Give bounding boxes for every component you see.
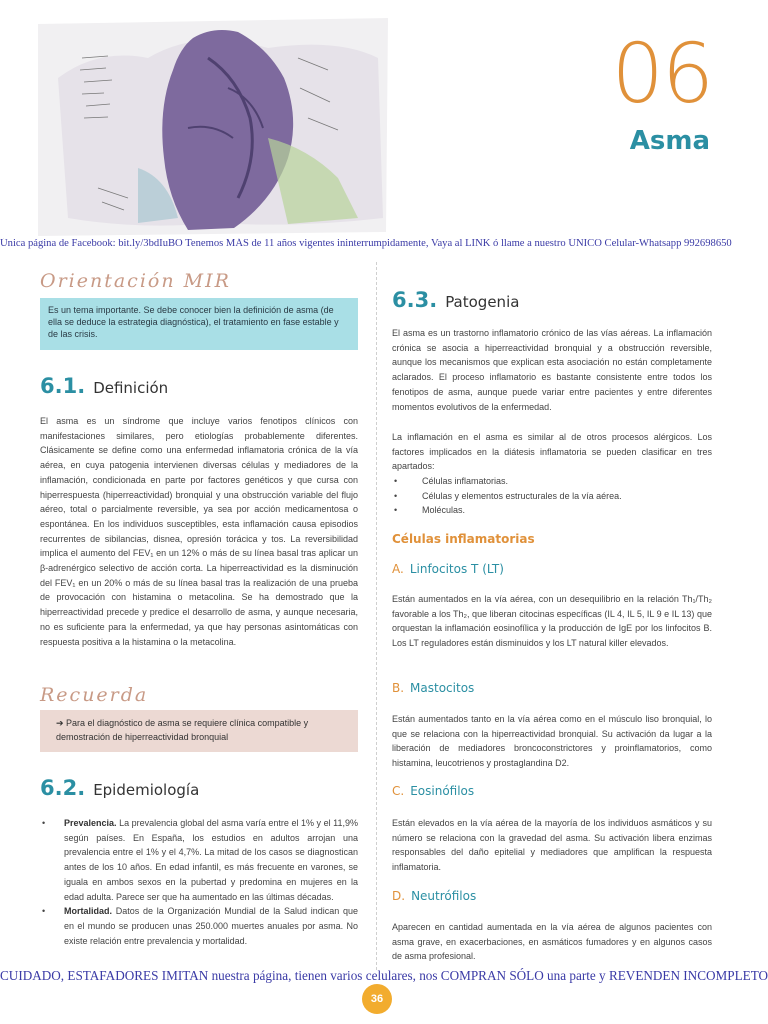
subsection-heading-neutrofilos (392, 889, 476, 903)
list-item (40, 904, 358, 948)
orientacion-text: Es un tema importante. Se debe conocer bien la definición de asma (de ella se deduce la estrategia diagnóstica), el tratamiento en fase estable y de las crisis. (48, 305, 339, 339)
subsection-heading-mastocitos (392, 681, 474, 695)
recuerda-text: ➔ Para el diagnóstico de asma se requiere clínica compatible y demostración de hiperreactividad bronquial (56, 718, 309, 742)
patogenia-intro: El asma es un trastorno inflamatorio crónico de las vías aéreas. La inflamación crónica se asocia a hiperreactividad bronquial y a obstrucción reversible, aunque los mecanismos que explican esta asociación no están completamente aclarados. El proceso inflamatorio es bastante consistente entre todos los fenotipos de asma, aunque puede variar entre pacientes y entre diferentes momentos evolutivos de la enfermedad. (392, 328, 712, 412)
column-divider (376, 262, 377, 970)
list-item (392, 474, 712, 489)
bullet-dot: • (394, 476, 398, 486)
recuerda-box (40, 710, 358, 752)
bullet-dot: • (42, 906, 46, 917)
section-number: 6.1. (40, 374, 86, 398)
item-text: Datos de la Organización Mundial de la Salud indican que en el mundo se producen unas 250.000 muertes anuales por asma. No existe relación entre prevalencia y mortalidad. (64, 906, 358, 946)
subsection-title: Neutrófilos (411, 889, 477, 903)
page-number-badge: 36 (362, 984, 392, 1014)
chapter-number: 06 (611, 27, 712, 122)
item-label: Mortalidad. (64, 906, 113, 917)
subsection-title: Linfocitos T (LT) (409, 562, 504, 576)
item-text: Células inflamatorias. (422, 476, 509, 486)
linfocitos-text: Están aumentados en la vía aérea, con un desequilibrio en la relación Th₁/Th₂ favorable a los Th₂, que liberan citocinas específicas (IL 4, IL 5, IL 9 e IL 13) que orquestan la inflamación eosinofílica y la producción de IgE por los linfocitos B. Los LT reguladores están disminuidos y los LT natural killer elevados. (392, 594, 712, 649)
section-title: Definición (93, 379, 169, 397)
section-number: 6.2. (40, 776, 86, 800)
definicion-text: El asma es un síndrome que incluye varios fenotipos clínicos con manifestaciones similares, pero etiologías probablemente diferentes. Clásicamente se define como una enfermedad inflamatoria crónica de la vía aérea, en cuya patogenia intervienen diversas células y mediadores de la inflamación, condicionada en parte por factores genéticos y que cursa con hiperrespuesta (hiperreactividad) bronquial y una obstrucción variable del flujo aéreo, total o parcialmente reversible, ya sea por acción medicamentosa o espontánea. En los individuos susceptibles, esta inflamación causa episodios recurrentes de sibilancias, disnea, opresión torácica y tos. La reversibilidad implica el aumento del FEV₁ en un 12% o más de su línea basal tras aplicar un β-adrenérgico selectivo de acción corta. La hiperreactividad es la disminución del FEV₁ en un 20% o más de su línea basal tras la realización de una prueba de provocación con histamina o metacolina. Se ha demostrado que la hiperreactividad precede y predice el desarrollo de asma, y aunque necesaria, no es suficiente para la enfermedad, ya que hay personas asintomáticas con respuesta positiva a la histamina o la metacolina. (40, 416, 358, 647)
list-item (392, 489, 712, 504)
facebook-notice: Única página de Facebook: bit.ly/3bdIuBO Tenemos MÁS de 11 años vigentes ininterrumpidamente, Vaya al LINK ó llame a nuestro ÚNICO Celular-Whatsapp 992698650 (0, 238, 732, 249)
subsection-letter: C. (392, 784, 405, 798)
subsection-title: Eosinófilos (410, 784, 475, 798)
list-item (392, 503, 712, 518)
patogenia-bullets (392, 474, 712, 518)
subsection-letter: A. (392, 562, 404, 576)
lung-illustration (38, 18, 388, 236)
celulas-heading: Células inflamatorias (392, 532, 535, 546)
item-text: Moléculas. (422, 505, 466, 516)
bullet-dot: • (394, 505, 398, 516)
item-label: Prevalencia. (64, 818, 117, 828)
orientacion-heading: Orientación MIR (40, 270, 231, 292)
bullet-dot: • (42, 818, 46, 828)
scam-warning-notice: CUIDADO, ESTAFADORES IMITAN nuestra página, tienen varios celulares, nos COMPRAN SÓLO una parte y REVENDEN INCOMPLETO (0, 968, 768, 983)
bullet-dot: • (394, 490, 398, 501)
section-title: Epidemiología (93, 781, 200, 799)
section-heading-patogenia (392, 288, 519, 312)
section-heading-epidemiologia (40, 776, 199, 800)
epidemiologia-list (40, 816, 358, 948)
subsection-title: Mastocitos (410, 681, 475, 695)
recuerda-heading: Recuerda (40, 684, 149, 706)
subsection-letter: D. (392, 889, 406, 903)
chapter-title: Asma (629, 126, 710, 156)
list-item (40, 816, 358, 904)
neutrofilos-text: Aparecen en cantidad aumentada en la vía aérea de algunos pacientes con asma grave, en exacerbaciones, en asmáticos fumadores y en algunos casos de asma profesional. (392, 922, 712, 962)
orientacion-box (40, 298, 358, 350)
section-heading-definicion (40, 374, 168, 398)
item-text: La prevalencia global del asma varía entre el 1% y el 11,9% según países. En España, los estudios en adultos arrojan una prevalencia entre el 1% y el 4,7%. La mitad de los casos se diagnostican antes de los 10 años. En edad infantil, es más frecuente en varones, se iguala en ambos sexos en la pubertad y predomina en mujeres en la edad adulta. Parece ser que ha aumentado en las últimas décadas. (64, 818, 358, 902)
subsection-letter: B. (392, 681, 405, 695)
section-number: 6.3. (392, 288, 438, 312)
mastocitos-text: Están aumentados tanto en la vía aérea como en el músculo liso bronquial, lo que se relaciona con la hiperreactividad bronquial. Su activación da lugar a la liberación de mediadores broncoconstrictores y proinflamatorios, como histamina, leucotrienos y prostaglandina D2. (392, 714, 712, 769)
subsection-heading-linfocitos (392, 562, 504, 576)
patogenia-inflamacion: La inflamación en el asma es similar al de otros procesos alérgicos. Los factores implicados en la diátesis inflamatoria se pueden clasificar en tres apartados: (392, 432, 712, 472)
section-title: Patogenia (445, 293, 520, 311)
subsection-heading-eosinofilos (392, 784, 474, 798)
eosinofilos-text: Están elevados en la vía aérea de la mayoría de los individuos asmáticos y su número se relaciona con la gravedad del asma. Su activación libera enzimas responsables del daño epitelial y mediadores que amplifican la respuesta inflamatoria. (392, 818, 712, 873)
item-text: Células y elementos estructurales de la vía aérea. (422, 490, 622, 501)
